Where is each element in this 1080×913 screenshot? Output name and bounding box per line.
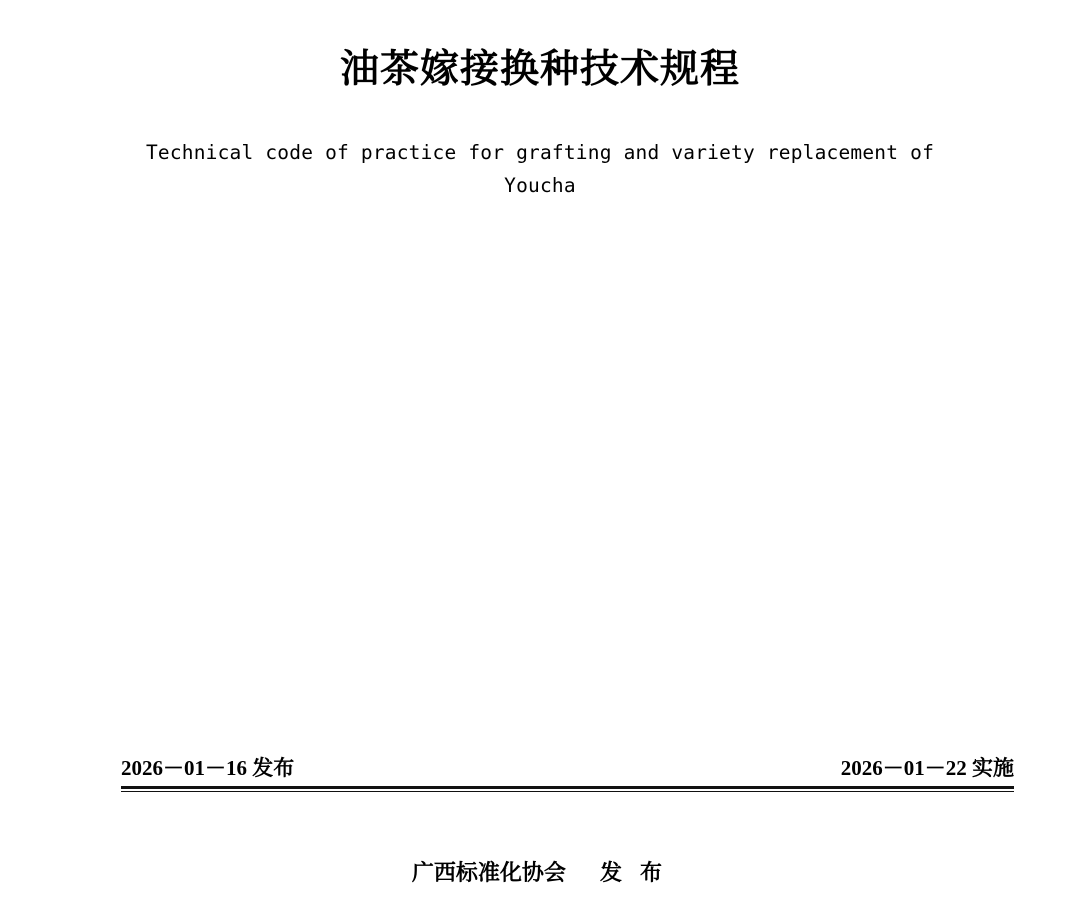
footer-rule-thick <box>121 786 1014 789</box>
page-title-chinese: 油茶嫁接换种技术规程 <box>339 48 740 91</box>
publisher-action: 发 布 <box>599 860 669 885</box>
publisher-name: 广西标准化协会 <box>411 860 566 885</box>
footer-rule-thin <box>121 791 1014 792</box>
page-title-english: Technical code of practice for grafting and variety replacement of Youcha <box>145 141 935 197</box>
publisher-line <box>0 856 1080 887</box>
issue-date: 2026－01－16 发布 <box>121 756 295 780</box>
footer-date-row <box>121 748 1014 788</box>
effective-date: 2026－01－22 实施 <box>840 756 1014 780</box>
